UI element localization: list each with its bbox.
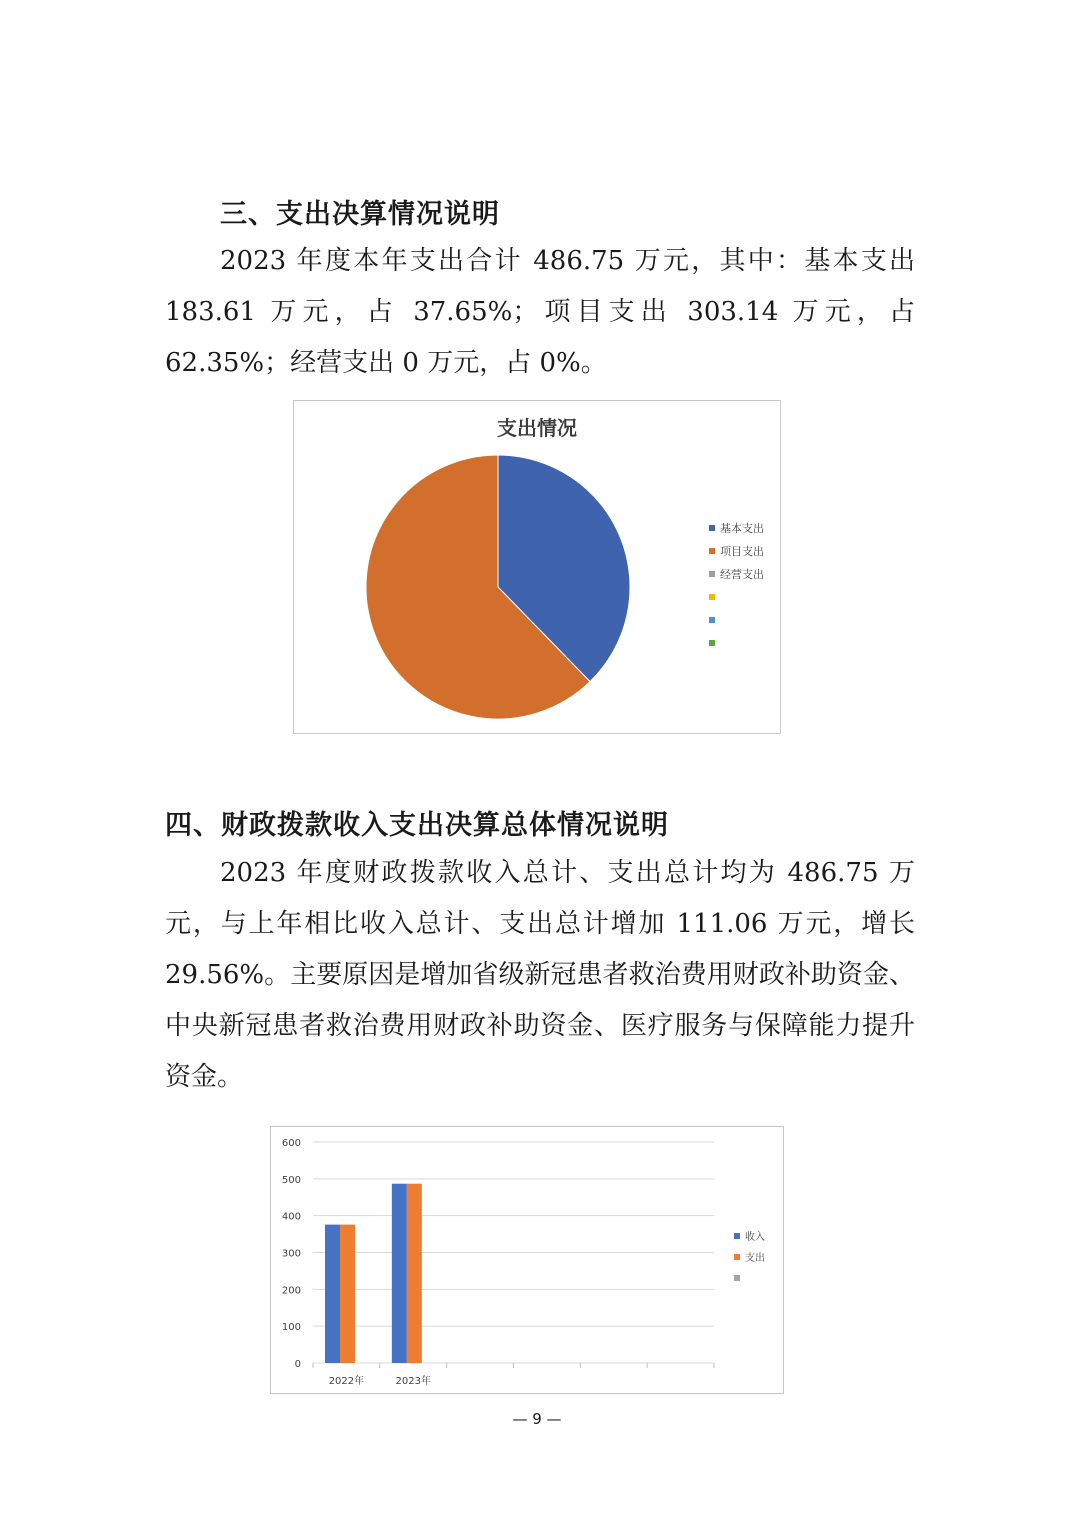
section4-paragraph: 2023 年度财政拨款收入总计、支出总计均为 486.75 万元，与上年相比收入总计、支出总计增加 111.06 万元，增长 29.56%。主要原因是增加省级新冠患者救治费用财政补助资金、中央新冠患者救治费用财政补助资金、医疗服务与保障能力提升资金。 [165, 858, 915, 1092]
bar-legend-label-0: 收入 [745, 1232, 765, 1243]
bar-0-1 [392, 1184, 407, 1363]
bar-legend-marker-0 [734, 1233, 740, 1239]
pie-chart-svg [294, 401, 780, 733]
bar-legend-marker-2 [734, 1275, 740, 1281]
section3-paragraph: 2023 年度本年支出合计 486.75 万元，其中：基本支出 183.61 万元，占 37.65%；项目支出 303.14 万元，占 62.35%；经营支出 0 万元，占 0%。 [165, 246, 915, 378]
section3-heading: 三、支出决算情况说明 [220, 199, 500, 230]
bar-1-0 [340, 1225, 355, 1363]
bar-xtick-label-1: 2023年 [395, 1376, 431, 1387]
bar-0-0 [325, 1225, 340, 1363]
bar-1-1 [407, 1184, 422, 1363]
pie-legend-label-0: 基本支出 [720, 522, 764, 535]
bar-ytick-label-3: 300 [281, 1248, 301, 1260]
income-expenditure-bar-chart [270, 1126, 784, 1394]
bar-ytick-label-5: 500 [281, 1174, 301, 1186]
page-number: — 9 — [512, 1410, 562, 1428]
pie-legend-label-1: 项目支出 [720, 545, 764, 558]
bar-ytick-label-1: 100 [281, 1322, 301, 1334]
bar-legend-marker-1 [734, 1254, 740, 1260]
expenditure-pie-chart [293, 400, 781, 734]
bar-ytick-label-2: 200 [281, 1285, 301, 1297]
pie-legend-label-2: 经营支出 [720, 568, 764, 581]
bar-ytick-label-0: 0 [294, 1359, 301, 1370]
section4-heading: 四、财政拨款收入支出决算总体情况说明 [165, 810, 669, 841]
bar-chart-svg [271, 1127, 783, 1393]
pie-legend-marker-4 [709, 617, 715, 623]
bar-ytick-label-4: 400 [281, 1211, 301, 1223]
pie-legend-marker-0 [709, 525, 715, 531]
pie-legend-marker-1 [709, 548, 715, 554]
pie-legend-marker-2 [709, 571, 715, 577]
pie-legend-marker-5 [709, 640, 715, 646]
bar-xtick-label-0: 2022年 [328, 1376, 365, 1387]
bar-legend-label-1: 支出 [745, 1253, 765, 1264]
pie-chart-title: 支出情况 [497, 416, 577, 440]
bar-ytick-label-6: 600 [281, 1138, 301, 1149]
pie-legend-marker-3 [709, 594, 715, 600]
